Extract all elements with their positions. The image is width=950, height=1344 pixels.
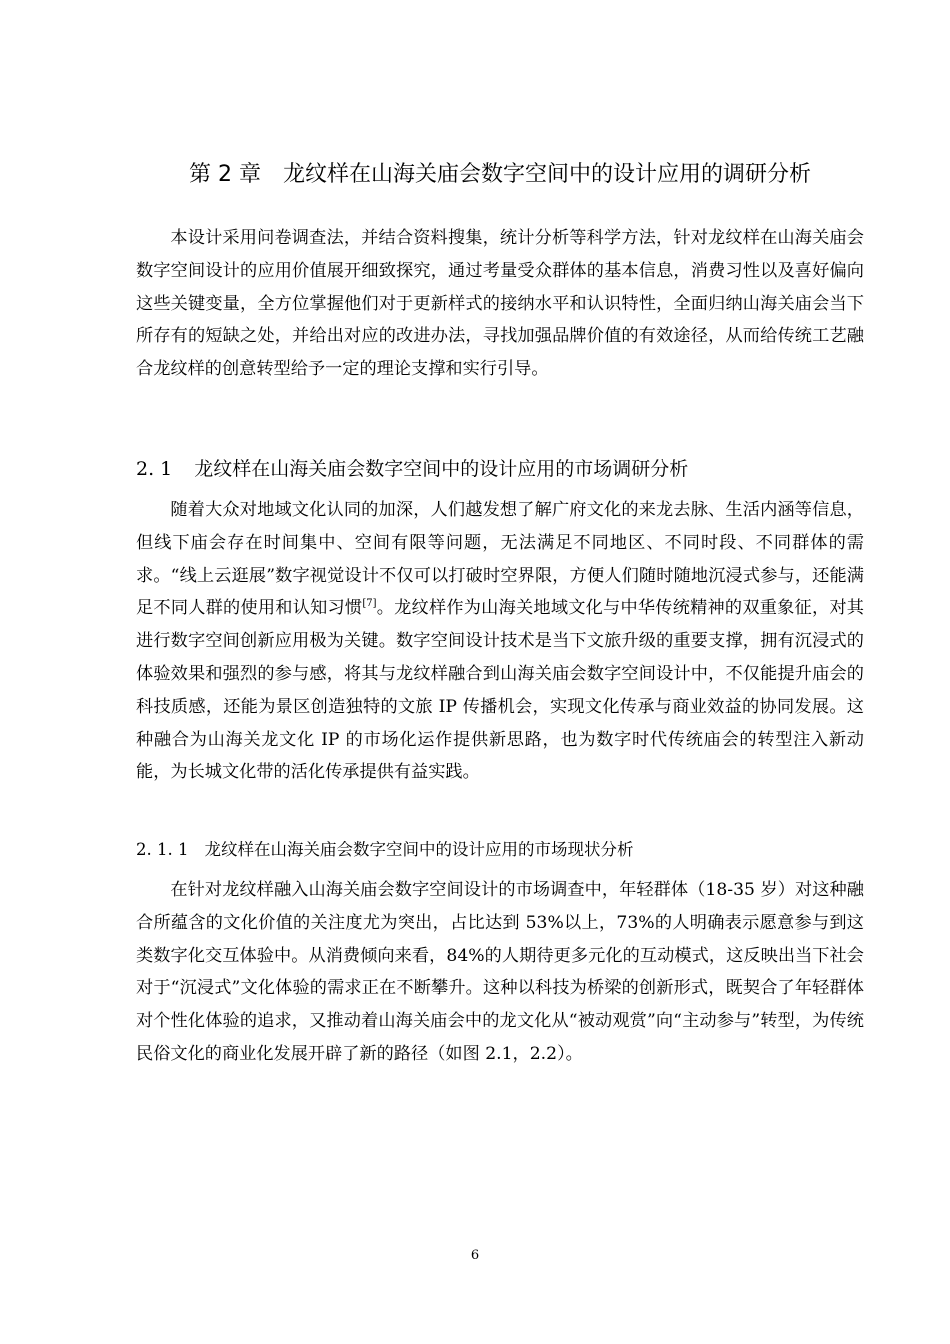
paragraph-text-before-citation: 随着大众对地域文化认同的加深，人们越发想了解广府文化的来龙去脉、生活内涵等信息，但线下庙会存在时间集中、空间有限等问题，无法满足不同地区、不同时段、不同群体的需求。“线上云逛展”数字视觉设计不仅可以打破时空界限，方便人们随时随地沉浸式参与，还能满足不同人群的使用和认知习惯 [136, 500, 864, 619]
citation-reference: [7] [362, 598, 377, 610]
page-number: 6 [470, 1248, 480, 1263]
section-heading-2-1 [136, 454, 864, 484]
subsection-number: 2. 1. 1 [136, 840, 189, 859]
intro-paragraph: 本设计采用问卷调查法，并结合资料搜集，统计分析等科学方法，针对龙纹样在山海关庙会数字空间设计的应用价值展开细致探究，通过考量受众群体的基本信息，消费习性以及喜好偏向这些关键变量，全方位掌握他们对于更新样式的接纳水平和认识特性，全面归纳山海关庙会当下所存有的短缺之处，并给出对应的改进办法，寻找加强品牌价值的有效途径，从而给传统工艺融合龙纹样的创意转型给予一定的理论支撑和实行引导。 [136, 228, 864, 380]
section-2-1-paragraph [136, 494, 864, 789]
section-number: 2. 1 [136, 458, 173, 480]
section-title: 龙纹样在山海关庙会数字空间中的设计应用的市场调研分析 [194, 458, 689, 480]
section-heading-2-1-1 [136, 836, 864, 864]
chapter-title [136, 158, 864, 192]
chapter-number: 第 2 章 [189, 162, 261, 187]
section-2-1-1-paragraph: 在针对龙纹样融入山海关庙会数字空间设计的市场调查中，年轻群体（18-35 岁）对这种融合所蕴含的文化价值的关注度尤为突出，占比达到 53%以上，73%的人明确表示愿意参与到这类数字化交互体验中。从消费倾向来看，84%的人期待更多元化的互动模式，这反映出当下社会对于“沉浸式”文化体验的需求正在不断攀升。这种以科技为桥梁的创新形式，既契合了年轻群体对个性化体验的追求，又推动着山海关庙会中的龙文化从“被动观赏”向“主动参与”转型，为传统民俗文化的商业化发展开辟了新的路径（如图 2.1，2.2）。 [136, 880, 864, 1064]
chapter-title-text: 龙纹样在山海关庙会数字空间中的设计应用的调研分析 [282, 162, 811, 187]
subsection-title: 龙纹样在山海关庙会数字空间中的设计应用的市场现状分析 [204, 840, 634, 859]
paragraph-text-after-citation: 。龙纹样作为山海关地域文化与中华传统精神的双重象征，对其进行数字空间创新应用极为关键。数字空间设计技术是当下文旅升级的重要支撑，拥有沉浸式的体验效果和强烈的参与感，将其与龙纹样融合到山海关庙会数字空间设计中，不仅能提升庙会的科技质感，还能为景区创造独特的文旅 IP 传播机会，实现文化传承与商业效益的协同发展。这种融合为山海关龙文化 IP 的市场化运作提供新思路，也为数字时代传统庙会的转型注入新动能，为长城文化带的活化传承提供有益实践。 [136, 598, 864, 783]
